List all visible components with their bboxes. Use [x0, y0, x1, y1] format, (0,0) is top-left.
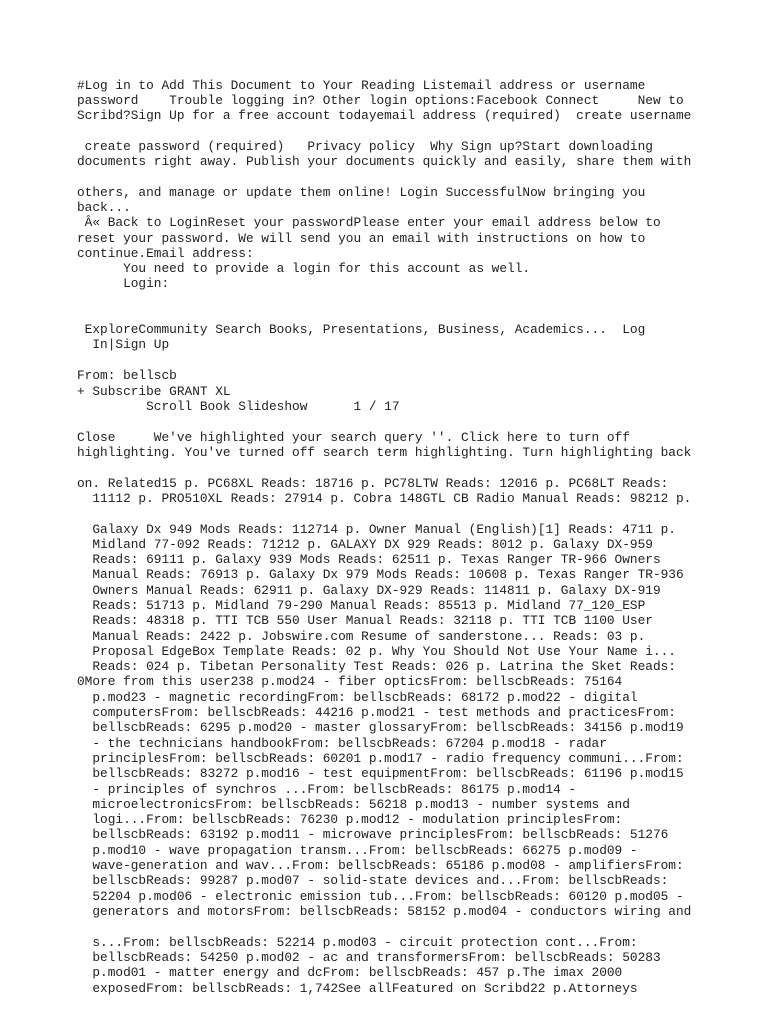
text-line: Close We've highlighted your search query ''. Click here to turn off [77, 430, 630, 445]
text-line: generators and motorsFrom: bellscbReads: 58152 p.mod04 - conductors wiring and [77, 904, 692, 919]
text-line: bellscbReads: 54250 p.mod02 - ac and transformersFrom: bellscbReads: 50283 [77, 950, 661, 965]
text-line: Reads: 69111 p. Galaxy 939 Mods Reads: 62511 p. Texas Ranger TR-966 Owners [77, 552, 661, 567]
text-line: 52204 p.mod06 - electronic emission tub...From: bellscbReads: 60120 p.mod05 - [77, 889, 684, 904]
text-line: microelectronicsFrom: bellscbReads: 56218 p.mod13 - number systems and [77, 797, 630, 812]
text-line: reset your password. We will send you an email with instructions on how to [77, 231, 646, 246]
text-line: on. Related15 p. PC68XL Reads: 18716 p. PC78LTW Reads: 12016 p. PC68LT Reads: [77, 476, 669, 491]
text-line: ExploreCommunity Search Books, Presentations, Business, Academics... Log [77, 322, 646, 337]
text-line: bellscbReads: 63192 p.mod11 - microwave principlesFrom: bellscbReads: 51276 [77, 827, 669, 842]
text-line: p.mod23 - magnetic recordingFrom: bellscbReads: 68172 p.mod22 - digital [77, 690, 638, 705]
text-line: You need to provide a login for this account as well. [77, 261, 531, 276]
text-line: 11112 p. PRO510XL Reads: 27914 p. Cobra 148GTL CB Radio Manual Reads: 98212 p. [77, 491, 692, 506]
text-line: - the technicians handbookFrom: bellscbReads: 67204 p.mod18 - radar [77, 736, 607, 751]
text-line: #Log in to Add This Document to Your Reading Listemail address or username [77, 78, 646, 93]
text-line: create password (required) Privacy policy Why Sign up?Start downloading [77, 139, 653, 154]
text-line: Â« Back to LoginReset your passwordPlease enter your email address below to [77, 215, 661, 230]
text-line: 0More from this user238 p.mod24 - fiber opticsFrom: bellscbReads: 75164 [77, 674, 623, 689]
text-line: Proposal EdgeBox Template Reads: 02 p. Why You Should Not Use Your Name i... [77, 644, 676, 659]
text-line: Galaxy Dx 949 Mods Reads: 112714 p. Owner Manual (English)[1] Reads: 4711 p. [77, 522, 676, 537]
text-line: From: bellscb [77, 368, 177, 383]
text-line: computersFrom: bellscbReads: 44216 p.mod21 - test methods and practicesFrom: [77, 705, 676, 720]
text-line: s...From: bellscbReads: 52214 p.mod03 - circuit protection cont...From: [77, 935, 638, 950]
text-line: highlighting. You've turned off search term highlighting. Turn highlighting back [77, 445, 692, 460]
text-line: In|Sign Up [77, 337, 170, 352]
text-line: + Subscribe GRANT XL [77, 384, 231, 399]
text-line: exposedFrom: bellscbReads: 1,742See allFeatured on Scribd22 p.Attorneys [77, 981, 638, 996]
text-line: password Trouble logging in? Other login options:Facebook Connect New to [77, 93, 684, 108]
text-line: back... [77, 200, 131, 215]
text-line: Manual Reads: 2422 p. Jobswire.com Resume of sanderstone... Reads: 03 p. [77, 629, 646, 644]
text-line: Owners Manual Reads: 62911 p. Galaxy DX-929 Reads: 114811 p. Galaxy DX-919 [77, 583, 661, 598]
text-line: p.mod10 - wave propagation transm...From: bellscbReads: 66275 p.mod09 - [77, 843, 638, 858]
text-line: bellscbReads: 6295 p.mod20 - master glossaryFrom: bellscbReads: 34156 p.mod19 [77, 720, 684, 735]
text-line: p.mod01 - matter energy and dcFrom: bellscbReads: 457 p.The imax 2000 [77, 965, 623, 980]
text-line: Reads: 48318 p. TTI TCB 550 User Manual Reads: 32118 p. TTI TCB 1100 User [77, 613, 653, 628]
text-line: others, and manage or update them online! Login SuccessfulNow bringing you [77, 185, 646, 200]
text-line: Login: [77, 276, 170, 291]
text-line: Scribd?Sign Up for a free account todayemail address (required) create username [77, 108, 692, 123]
text-line: principlesFrom: bellscbReads: 60201 p.mod17 - radio frequency communi...From: [77, 751, 684, 766]
text-line: continue.Email address: [77, 246, 254, 261]
text-line: Reads: 51713 p. Midland 79-290 Manual Reads: 85513 p. Midland 77_120_ESP [77, 598, 646, 613]
text-line: Reads: 024 p. Tibetan Personality Test Reads: 026 p. Latrina the Sket Reads: [77, 659, 676, 674]
text-line: documents right away. Publish your documents quickly and easily, share them with [77, 154, 692, 169]
text-line: Midland 77-092 Reads: 71212 p. GALAXY DX 929 Reads: 8012 p. Galaxy DX-959 [77, 537, 653, 552]
text-line: Manual Reads: 76913 p. Galaxy Dx 979 Mods Reads: 10608 p. Texas Ranger TR-936 [77, 567, 684, 582]
text-line: wave-generation and wav...From: bellscbReads: 65186 p.mod08 - amplifiersFrom: [77, 858, 684, 873]
text-line: bellscbReads: 99287 p.mod07 - solid-state devices and...From: bellscbReads: [77, 873, 669, 888]
text-line: logi...From: bellscbReads: 76230 p.mod12 - modulation principlesFrom: [77, 812, 623, 827]
text-line: Scroll Book Slideshow 1 / 17 [77, 399, 400, 414]
text-line: bellscbReads: 83272 p.mod16 - test equipmentFrom: bellscbReads: 61196 p.mod15 [77, 766, 684, 781]
text-line: - principles of synchros ...From: bellscbReads: 86175 p.mod14 - [77, 782, 577, 797]
